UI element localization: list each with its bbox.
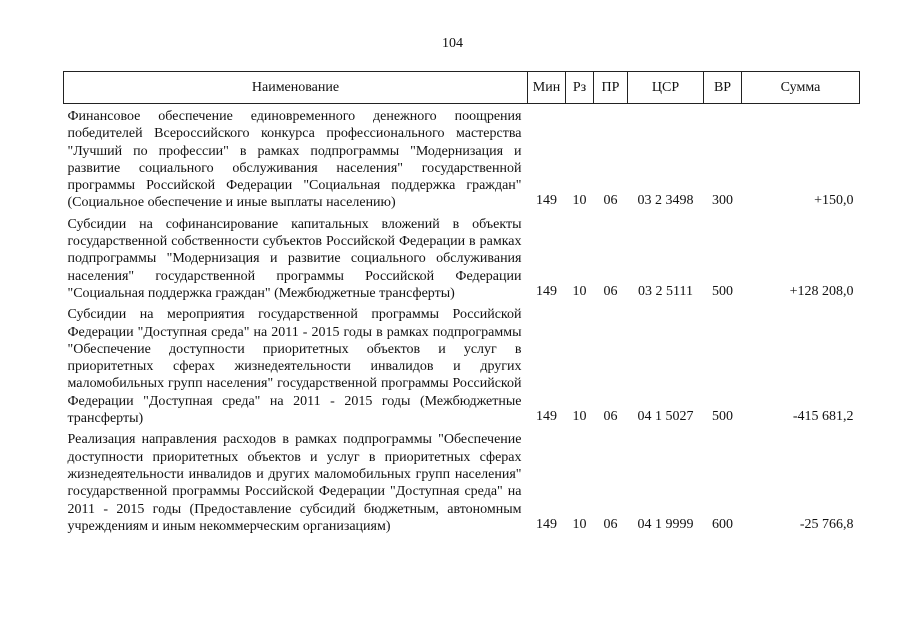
row-rz: 10 xyxy=(572,409,587,425)
row-min: 149 xyxy=(536,516,557,532)
row-csr: 04 1 9999 xyxy=(637,516,694,532)
row-sum: +128 208,0 xyxy=(789,283,854,299)
header-sum: Сумма xyxy=(742,72,860,104)
row-vr: 300 xyxy=(712,193,733,209)
header-min: Мин xyxy=(528,72,566,104)
row-name: Реализация направления расходов в рамках подпрограммы "Обеспечение доступности приоритетных объектов и услуг в приоритетных сферах жизнедеятельности инвалидов и других маломобильных групп населения" государственной программы Российской Федерации "Доступная среда" на 2011 - 2015 годы (Предоставление субсидий бюджетным, автономным учреждениям и иным некоммерческим организациям) xyxy=(67,432,522,534)
row-csr: 04 1 5027 xyxy=(637,409,694,425)
row-name: Финансовое обеспечение единовременного денежного поощрения победителей Всероссийского конкурса профессионального мастерства "Лучший по профессии" в рамках подпрограммы "Модернизация и развитие социального обслуживания населения" государственной программы Российской Федерации "Социальная поддержка граждан" (Социальное обеспечение и иные выплаты населению) xyxy=(67,109,522,211)
row-sum: -415 681,2 xyxy=(792,409,854,425)
table-row xyxy=(64,427,860,535)
header-rz: Рз xyxy=(566,72,594,104)
row-min: 149 xyxy=(536,283,557,299)
row-sum: +150,0 xyxy=(814,193,854,209)
header-vr: ВР xyxy=(704,72,742,104)
row-vr: 600 xyxy=(712,516,733,532)
header-pr: ПР xyxy=(594,72,628,104)
row-min: 149 xyxy=(536,193,557,209)
row-pr: 06 xyxy=(603,193,618,209)
row-vr: 500 xyxy=(712,283,733,299)
row-vr: 500 xyxy=(712,409,733,425)
row-rz: 10 xyxy=(572,193,587,209)
row-rz: 10 xyxy=(572,516,587,532)
table-row xyxy=(64,212,860,302)
table-header-row xyxy=(64,72,860,104)
header-name: Наименование xyxy=(64,72,528,104)
table-row xyxy=(64,302,860,427)
row-pr: 06 xyxy=(603,409,618,425)
row-name: Субсидии на софинансирование капитальных вложений в объекты государственной собственности субъектов Российской Федерации в рамках подпрограммы "Модернизация и развитие социального обслуживания населения" государственной программы Российской Федерации "Социальная поддержка граждан" (Межбюджетные трансферты) xyxy=(67,216,522,301)
row-rz: 10 xyxy=(572,283,587,299)
row-min: 149 xyxy=(536,409,557,425)
row-pr: 06 xyxy=(603,516,618,532)
table-row xyxy=(64,104,860,212)
row-csr: 03 2 3498 xyxy=(637,193,694,209)
row-name: Субсидии на мероприятия государственной программы Российской Федерации "Доступная среда" на 2011 - 2015 годы в рамках подпрограммы "Обеспечение доступности приоритетных объектов и услуг в приоритетных сферах жизнедеятельности инвалидов и других маломобильных групп населения" государственной программы Российской Федерации "Доступная среда" на 2011 - 2015 годы (Межбюджетные трансферты) xyxy=(67,307,522,427)
budget-table xyxy=(63,71,860,535)
page-number: 104 xyxy=(442,36,463,51)
row-csr: 03 2 5111 xyxy=(638,283,693,299)
row-sum: -25 766,8 xyxy=(799,516,854,532)
header-csr: ЦСР xyxy=(628,72,704,104)
row-pr: 06 xyxy=(603,283,618,299)
